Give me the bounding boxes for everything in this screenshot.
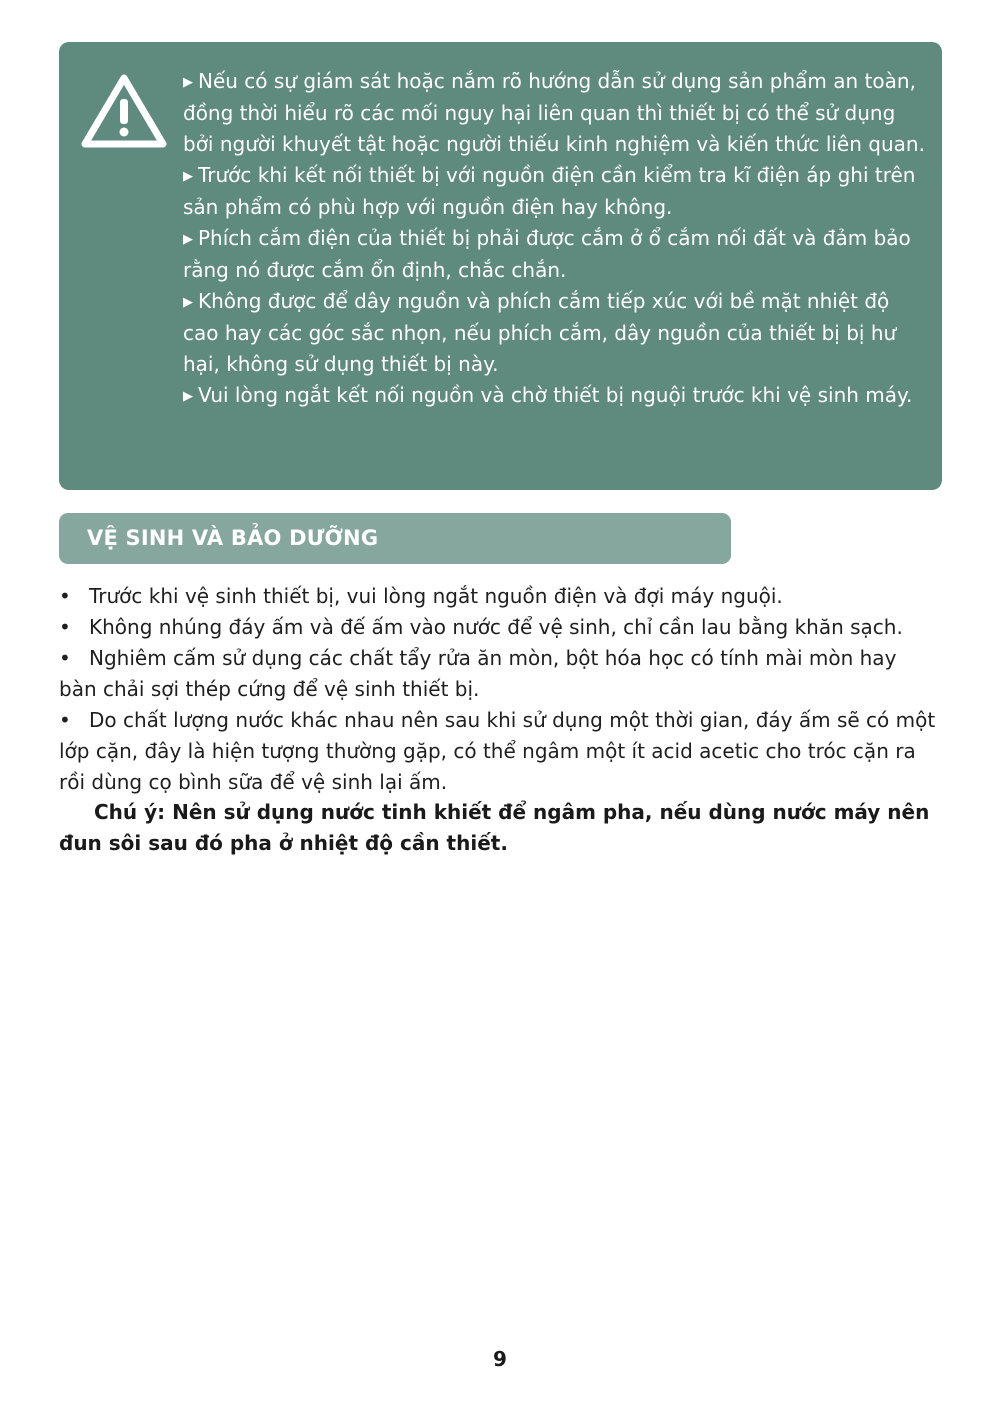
list-item: • Trước khi vệ sinh thiết bị, vui lòng ngắt nguồn điện và đợi máy nguội. bbox=[59, 581, 939, 612]
triangle-bullet-icon: ▶ bbox=[183, 75, 193, 90]
warning-item: ▶ Vui lòng ngắt kết nối nguồn và chờ thiết bị nguội trước khi vệ sinh máy. bbox=[183, 380, 928, 412]
warning-item: ▶ Phích cắm điện của thiết bị phải được cắm ở ổ cắm nối đất và đảm bảo rằng nó được cắm ổn định, chắc chắn. bbox=[183, 226, 911, 282]
list-item: • Nghiêm cấm sử dụng các chất tẩy rửa ăn mòn, bột hóa học có tính mài mòn hay bàn chải sợi thép cứng để vệ sinh thiết bị. bbox=[59, 643, 939, 705]
list-item: • Không nhúng đáy ấm và đế ấm vào nước để vệ sinh, chỉ cần lau bằng khăn sạch. bbox=[59, 612, 939, 643]
warning-box bbox=[59, 42, 942, 490]
warning-item: ▶ Nếu có sự giám sát hoặc nắm rõ hướng dẫn sử dụng sản phẩm an toàn, đồng thời hiểu rõ các mối nguy hại liên quan thì thiết bị có thể sử dụng bởi người khuyết tật hoặc người thiếu kinh nghiệm và kiến thức liên quan. bbox=[183, 69, 925, 156]
list-item: • Do chất lượng nước khác nhau nên sau khi sử dụng một thời gian, đáy ấm sẽ có một lớp cặn, đây là hiện tượng thường gặp, có thể ngâm một ít acid acetic cho tróc cặn ra rồi dùng cọ bình sữa để vệ sinh lại ấm. bbox=[59, 705, 939, 798]
maintenance-list bbox=[59, 581, 939, 798]
note-text: Chú ý: Nên sử dụng nước tinh khiết để ngâm pha, nếu dùng nước máy nên đun sôi sau đó pha ở nhiệt độ cần thiết. bbox=[59, 800, 930, 855]
bullet-icon: • bbox=[59, 584, 71, 608]
bullet-icon: • bbox=[59, 646, 71, 670]
warning-item: ▶ Trước khi kết nối thiết bị với nguồn điện cần kiểm tra kĩ điện áp ghi trên sản phẩm có phù hợp với nguồn điện hay không. bbox=[183, 163, 916, 219]
triangle-bullet-icon: ▶ bbox=[183, 389, 193, 404]
triangle-bullet-icon: ▶ bbox=[183, 232, 193, 247]
section-title: VỆ SINH VÀ BẢO DƯỠNG bbox=[59, 513, 731, 564]
bullet-icon: • bbox=[59, 708, 71, 732]
triangle-bullet-icon: ▶ bbox=[183, 295, 193, 310]
warning-item: ▶ Không được để dây nguồn và phích cắm tiếp xúc với bề mặt nhiệt độ cao hay các góc sắc nhọn, nếu phích cắm, dây nguồn của thiết bị bị hư hại, không sử dụng thiết bị này. bbox=[183, 289, 897, 376]
warning-list bbox=[183, 66, 928, 412]
triangle-bullet-icon: ▶ bbox=[183, 169, 193, 184]
page-number: 9 bbox=[493, 1347, 507, 1371]
bullet-icon: • bbox=[59, 615, 71, 639]
warning-triangle-icon bbox=[79, 72, 169, 150]
